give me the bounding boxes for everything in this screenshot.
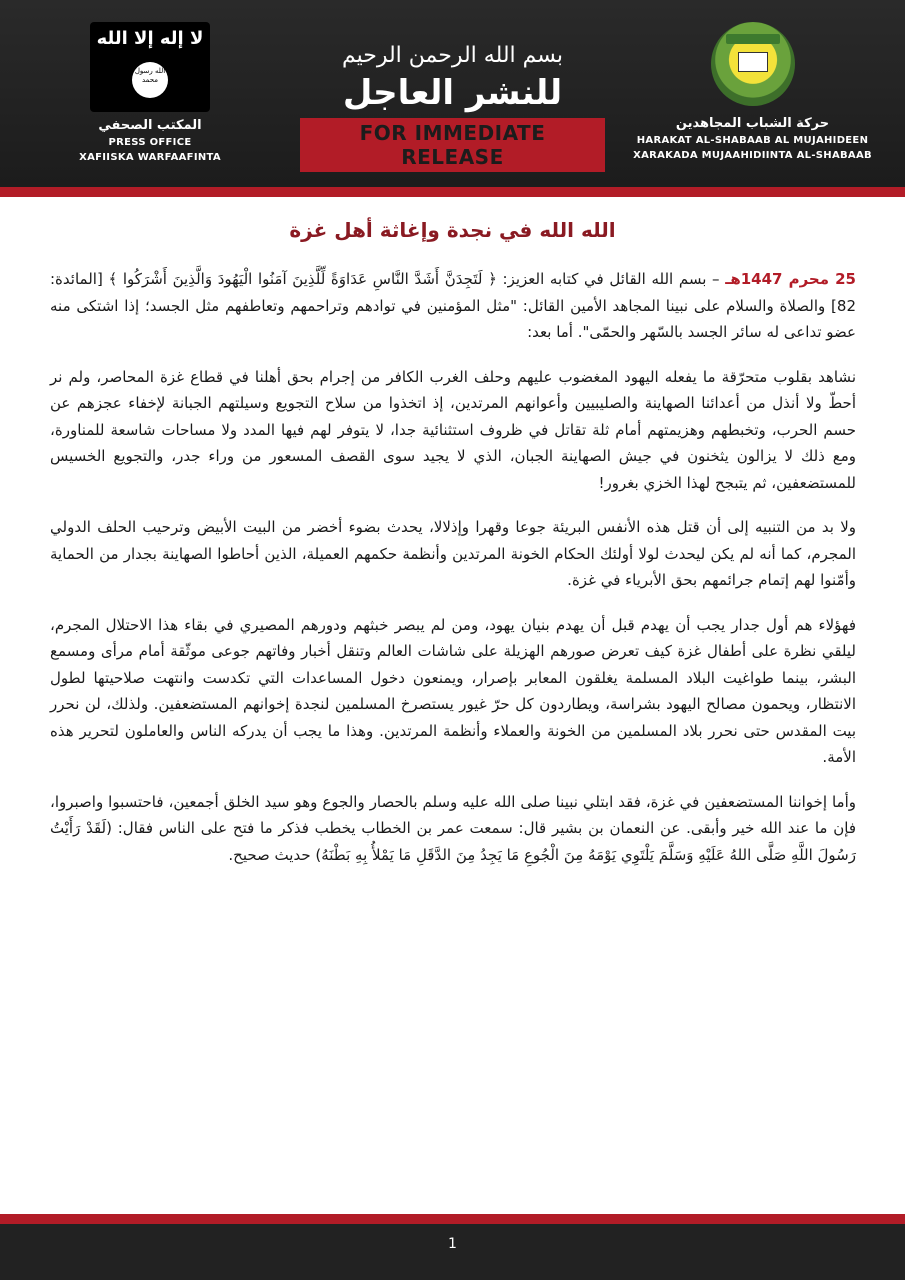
flag-text: لا إله إلا الله: [96, 28, 204, 49]
flag-seal: الله رسول محمد: [132, 62, 168, 98]
bismillah: بسم الله الرحمن الرحيم: [341, 43, 564, 68]
header-banner: [0, 0, 905, 187]
date: 25 محرم 1447هـ: [725, 270, 856, 288]
paragraph-1: [50, 266, 856, 346]
organization-arabic: حركة الشباب المجاهدين: [675, 116, 830, 131]
release-english: FOR IMMEDIATE RELEASE: [300, 118, 605, 172]
release-arabic: للنشر العاجل: [342, 73, 563, 113]
press-office-english: PRESS OFFICE: [108, 137, 192, 148]
footer-bar: [0, 1224, 905, 1280]
paragraph-5: وأما إخواننا المستضعفين في غزة، فقد ابتلي نبينا صلى الله عليه وسلم بالحصار والجوع وهو سيد الخلق أجمعين، فاحتسبوا واصبروا، فإن ما عند الله خير وأبقى. عن النعمان بن بشير قال: سمعت عمر بن الخطاب يخطب فذكر ما فتح على الناس فقال: (لَقَدْ رَأَيْتُ رَسُولَ اللَّهِ صَلَّى اللهُ عَلَيْهِ وَسَلَّمَ يَلْتَوِي يَوْمَهُ مِنَ الْجُوعِ مَا يَجِدُ مِنَ الدَّقَلِ مَا يَمْلأُ بِهِ بَطْنَهُ) حديث صحيح.: [50, 792, 856, 864]
book-icon: [738, 52, 768, 72]
header-divider: [0, 187, 905, 197]
press-office-block: [60, 22, 240, 163]
press-office-somali: XAFIISKA WARFAAFINTA: [79, 152, 221, 163]
release-block: [300, 42, 605, 172]
press-office-arabic: المكتب الصحفي: [98, 118, 202, 133]
page-number: 1: [448, 1236, 457, 1252]
paragraph-1-text: – بسم الله القائل في كتابه العزيز: ﴿ لَتَجِدَنَّ أَشَدَّ النَّاسِ عَدَاوَةً لِّلَّذِينَ آمَنُوا الْيَهُودَ وَالَّذِينَ أَشْرَكُوا ﴾ [المائدة: 82] والصلاة والسلام على نبينا المجاهد الأمين القائل: "مثل المؤمنين في توادهم وتراحمهم وتعاطفهم مثل الجسد؛ إذا اشتكى منه عضو تداعى له سائر الجسد بالسّهر والحمّى". أما بعد:: [50, 270, 856, 341]
organization-block: [630, 22, 875, 161]
organization-somali: XARAKADA MUJAAHIDIINTA AL-SHABAAB: [633, 150, 872, 161]
footer-divider: [0, 1214, 905, 1224]
paragraph-3: ولا بد من التنبيه إلى أن قتل هذه الأنفس البريئة جوعا وقهرا وإذلالا، يحدث بضوء أخضر من البيت الأبيض وترحيب الحلف الدولي المجرم، كما أنه لم يكن ليحدث لولا أولئك الحكام الخونة المرتدين وأنظمة حكمهم العميلة، الذين أحاطوا الصهاينة بجدار من الحماية وأمّنوا لهم إتمام جرائمهم بحق الأبرياء في غزة.: [50, 518, 856, 589]
paragraph-4: فهؤلاء هم أول جدار يجب أن يهدم قبل أن يهدم بنيان يهود، ومن لم يبصر خبثهم ودورهم المصيري في بقاء هذا الاحتلال المجرم، ليلقي نظرة على أطفال غزة كيف تعرض صورهم الهزيلة على شاشات العالم وتنقل أخبار وفاتهم جوعى موثّقة أمام مرأى ومسمع البشر، بينما طواغيت البلاد المسلمة يغلقون المعابر بإصرار، ويمنعون دخول المساعدات التي تكدست وانتهت صلاحيتها لطول الانتظار، ويحمون مصالح اليهود بشراسة، ويطاردون كل حرّ غيور يستصرخ المسلمين لنجدة إخوانهم المستضعفين. ولذلك، لن نحرر بيت المقدس حتى نحرر بلاد المسلمين من الخونة والعملاء وأنظمة المرتدين. وهذا ما يجب أن يدركه الناس والعاملون لتحرير هذه الأمة.: [50, 615, 856, 766]
document-body: [50, 266, 856, 886]
logo-banner: [726, 34, 780, 44]
document-title: الله الله في نجدة وإغاثة أهل غزة: [289, 218, 616, 242]
organization-english: HARAKAT AL-SHABAAB AL MUJAHIDEEN: [636, 135, 869, 146]
organization-logo: [711, 22, 795, 106]
paragraph-2: نشاهد بقلوب متحرّقة ما يفعله اليهود المغضوب عليهم وحلف الغرب الكافر من إجرام بحق أهلنا في قطاع غزة المحاصر، ولم نر أحطّ ولا أنذل من أعدائنا الصهاينة والصليبيين وأعوانهم المرتدين، إذ اتخذوا من سلاح التجويع وسيلتهم الجبانة لإخفاء عجزهم عن حسم الحرب، وتخبطهم وهزيمتهم أمام ثلة تقاتل في ظروف استثنائية جدا، لا يتوفر لهم فيها المدد ولا مساحات شاسعة للمناورة، ومع ذلك لا يزالون يثخنون في جيش الصهاينة الجبان، الذي لا يجيد سوى القصف المسعور من وراء جدر، والتجويع الخسيس للمستضعفين، ثم يتبجح لهذا الخزي بغرور!: [50, 367, 856, 492]
black-flag-logo: [90, 22, 210, 112]
